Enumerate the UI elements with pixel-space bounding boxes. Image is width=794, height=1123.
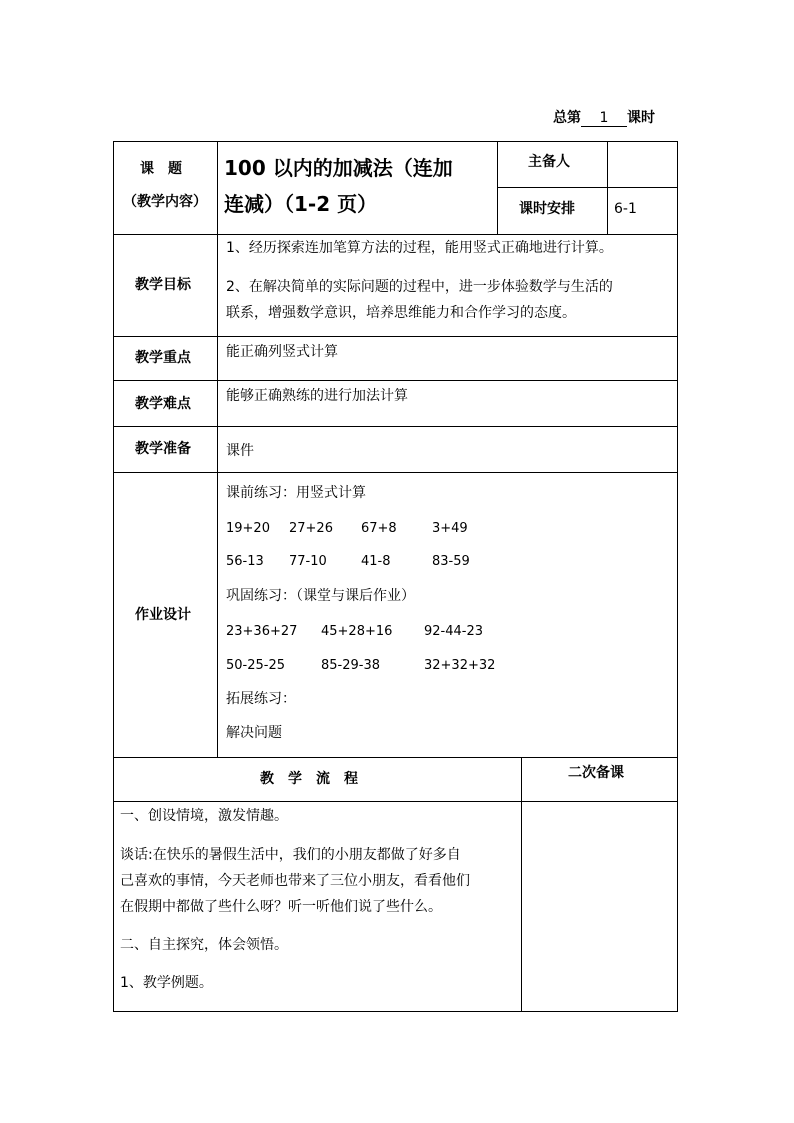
exercise: 83-59 [432,554,470,569]
table-border-top [113,141,678,142]
difficulties-label: 教学难点 [135,396,191,412]
flow-paragraph: 己喜欢的事情，今天老师也带来了三位小朋友，看看他们 [120,873,470,889]
second-prep-header: 二次备课 [568,765,624,781]
table-rule [113,234,678,235]
exercise: 67+8 [361,521,397,536]
extend-value: 解决问题 [226,725,282,741]
flow-paragraph: 一、创设情境，激发情趣。 [120,808,288,824]
table-rule [217,141,218,757]
exercise: 85-29-38 [321,658,381,673]
preparer-label: 主备人 [528,154,570,170]
schedule-value: 6-1 [614,201,637,217]
objective-line-2: 2、在解决简单的实际问题的过程中，进一步体验数学与生活的 [226,279,613,295]
table-border-left [113,141,114,1012]
table-rule [607,141,608,234]
extend-title: 拓展练习： [226,691,296,707]
table-rule [113,426,678,427]
exercise: 3+49 [432,521,468,536]
exercise: 32+32+32 [424,658,496,673]
table-rule [113,757,678,758]
table-rule [113,801,678,802]
preparation-value: 课件 [226,443,254,459]
exercise: 77-10 [289,554,327,569]
exercise: 45+28+16 [321,624,393,639]
table-border-right [677,141,678,1012]
table-rule [497,187,678,188]
flow-header: 教 学 流 程 [260,771,358,787]
lesson-counter-suffix: 课时 [627,110,655,126]
homework-label: 作业设计 [135,607,191,623]
flow-paragraph: 1、教学例题。 [120,975,213,991]
flow-paragraph: 二、自主探究，体会领悟。 [120,937,288,953]
objective-line-1: 1、经历探索连加笔算方法的过程，能用竖式正确地进行计算。 [226,240,613,256]
lesson-counter-prefix: 总第 [553,110,581,126]
exercise: 92-44-23 [424,624,484,639]
key-points-label: 教学重点 [135,350,191,366]
exercise: 23+36+27 [226,624,298,639]
lesson-title-line2: 连减）（1-2 页） [224,192,378,216]
lesson-title-line1: 100 以内的加减法（连加 [224,156,453,180]
topic-label: 课 题 [140,161,182,177]
table-rule [113,336,678,337]
exercise: 19+20 [226,521,270,536]
table-rule [113,472,678,473]
pre-practice-title: 课前练习：用竖式计算 [226,485,366,501]
flow-paragraph: 在假期中都做了些什么呀？听一听他们说了些什么。 [120,899,442,915]
lesson-counter [553,107,655,127]
schedule-label: 课时安排 [519,201,575,217]
exercise: 41-8 [361,554,391,569]
table-border-bottom [113,1011,678,1012]
table-rule [521,757,522,1012]
difficulties-value: 能够正确熟练的进行加法计算 [226,388,408,404]
lesson-counter-number: 1 [581,110,627,127]
consolidate-title: 巩固练习：（课堂与课后作业） [226,588,415,604]
objective-line-3: 联系，增强数学意识，培养思维能力和合作学习的态度。 [226,305,576,321]
exercise: 50-25-25 [226,658,286,673]
topic-sublabel: （教学内容） [123,194,207,210]
flow-paragraph: 谈话:在快乐的暑假生活中，我们的小朋友都做了好多自 [120,847,461,863]
exercise: 27+26 [289,521,333,536]
key-points-value: 能正确列竖式计算 [226,344,338,360]
table-rule [497,141,498,234]
preparation-label: 教学准备 [135,441,191,457]
table-rule [113,380,678,381]
objectives-label: 教学目标 [135,277,191,293]
exercise: 56-13 [226,554,264,569]
